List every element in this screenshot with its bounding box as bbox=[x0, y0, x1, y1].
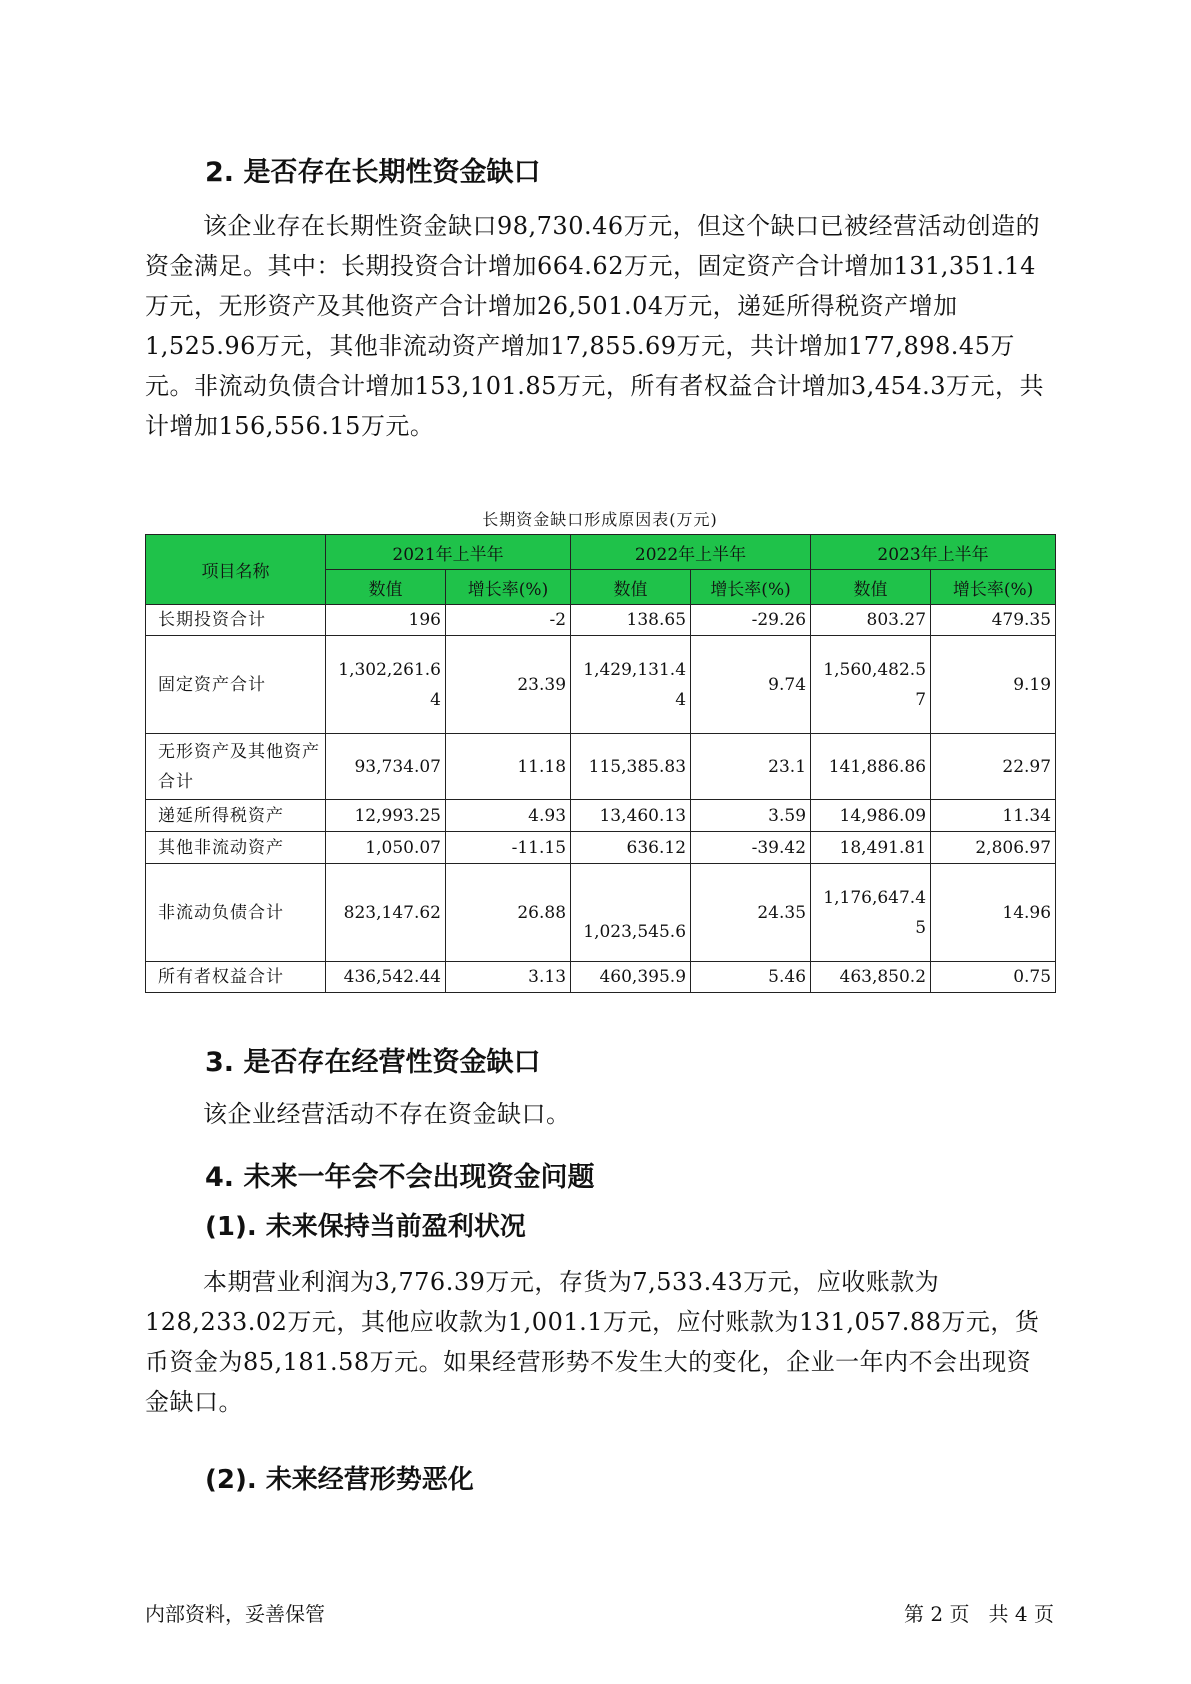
table-row bbox=[146, 800, 1056, 832]
subsection-1-paragraph: 本期营业利润为3,776.39万元，存货为7,533.43万元，应收账款为128,233.02万元，其他应收款为1,001.1万元，应付账款为131,057.88万元，货币资金为85,181.58万元。如果经营形势不发生大的变化，企业一年内不会出现资金缺口。 bbox=[145, 1268, 1040, 1416]
header-growth: 增长率(%) bbox=[691, 570, 811, 605]
table-caption: 长期资金缺口形成原因表(万元) bbox=[482, 510, 718, 529]
cell-value: 115,385.83 bbox=[571, 734, 691, 800]
table-row bbox=[146, 864, 1056, 962]
cell-growth: 5.46 bbox=[691, 962, 811, 993]
row-name: 长期投资合计 bbox=[146, 605, 326, 636]
cell-value: 141,886.86 bbox=[811, 734, 931, 800]
table-row bbox=[146, 605, 1056, 636]
cell-growth: 3.13 bbox=[446, 962, 571, 993]
cell-growth: 23.39 bbox=[446, 636, 571, 734]
cell-growth: 0.75 bbox=[931, 962, 1056, 993]
section-2-heading: 2. 是否存在长期性资金缺口 bbox=[205, 157, 541, 188]
header-value: 数值 bbox=[326, 570, 446, 605]
table-row bbox=[146, 832, 1056, 864]
header-growth: 增长率(%) bbox=[446, 570, 571, 605]
section-3-paragraph: 该企业经营活动不存在资金缺口。 bbox=[203, 1100, 571, 1128]
row-name: 无形资产及其他资产合计 bbox=[146, 734, 326, 800]
subsection-2-heading: (2). 未来经营形势恶化 bbox=[205, 1465, 474, 1495]
cell-growth: 11.18 bbox=[446, 734, 571, 800]
cell-growth: -2 bbox=[446, 605, 571, 636]
row-name: 非流动负债合计 bbox=[146, 864, 326, 962]
cell-growth: 3.59 bbox=[691, 800, 811, 832]
cell-growth: -39.42 bbox=[691, 832, 811, 864]
cell-value: 138.65 bbox=[571, 605, 691, 636]
table-row bbox=[146, 734, 1056, 800]
cell-value: 1,560,482.57 bbox=[811, 636, 931, 734]
row-name: 其他非流动资产 bbox=[146, 832, 326, 864]
table-row bbox=[146, 962, 1056, 993]
header-item-name: 项目名称 bbox=[146, 535, 326, 605]
cell-growth: 14.96 bbox=[931, 864, 1056, 962]
cell-growth: 23.1 bbox=[691, 734, 811, 800]
cell-value: 1,429,131.44 bbox=[571, 636, 691, 734]
cell-growth: 9.19 bbox=[931, 636, 1056, 734]
cell-value: 803.27 bbox=[811, 605, 931, 636]
cell-value: 196 bbox=[326, 605, 446, 636]
cell-value: 463,850.2 bbox=[811, 962, 931, 993]
cell-value: 12,993.25 bbox=[326, 800, 446, 832]
cell-value: 93,734.07 bbox=[326, 734, 446, 800]
cell-growth: 2,806.97 bbox=[931, 832, 1056, 864]
header-year-2021: 2021年上半年 bbox=[326, 535, 571, 570]
cell-growth: 4.93 bbox=[446, 800, 571, 832]
cell-value: 823,147.62 bbox=[326, 864, 446, 962]
cell-value: 1,050.07 bbox=[326, 832, 446, 864]
subsection-1-heading: (1). 未来保持当前盈利状况 bbox=[205, 1212, 526, 1242]
cell-value: 1,302,261.64 bbox=[326, 636, 446, 734]
cell-value: 1,176,647.45 bbox=[811, 864, 931, 962]
header-year-2023: 2023年上半年 bbox=[811, 535, 1056, 570]
cell-value: 436,542.44 bbox=[326, 962, 446, 993]
cell-value: 14,986.09 bbox=[811, 800, 931, 832]
cell-growth: 26.88 bbox=[446, 864, 571, 962]
cell-growth: 9.74 bbox=[691, 636, 811, 734]
header-year-2022: 2022年上半年 bbox=[571, 535, 811, 570]
cell-value: 1,023,545.6 bbox=[571, 864, 691, 962]
section-4-heading: 4. 未来一年会不会出现资金问题 bbox=[205, 1162, 595, 1193]
cell-growth: 22.97 bbox=[931, 734, 1056, 800]
cell-growth: 479.35 bbox=[931, 605, 1056, 636]
cell-value: 636.12 bbox=[571, 832, 691, 864]
long-term-gap-table bbox=[145, 534, 1056, 993]
section-2-paragraph: 该企业存在长期性资金缺口98,730.46万元，但这个缺口已被经营活动创造的资金满足。其中：长期投资合计增加664.62万元，固定资产合计增加131,351.14万元，无形资产及其他资产合计增加26,501.04万元，递延所得税资产增加1,525.96万元，其他非流动资产增加17,855.69万元，共计增加177,898.45万元。非流动负债合计增加153,101.85万元，所有者权益合计增加3,454.3万元，共计增加156,556.15万元。 bbox=[145, 212, 1045, 440]
row-name: 固定资产合计 bbox=[146, 636, 326, 734]
cell-value: 460,395.9 bbox=[571, 962, 691, 993]
row-name: 所有者权益合计 bbox=[146, 962, 326, 993]
cell-value: 13,460.13 bbox=[571, 800, 691, 832]
cell-growth: -11.15 bbox=[446, 832, 571, 864]
header-growth: 增长率(%) bbox=[931, 570, 1056, 605]
cell-growth: -29.26 bbox=[691, 605, 811, 636]
header-value: 数值 bbox=[811, 570, 931, 605]
footer-confidential-note: 内部资料，妥善保管 bbox=[145, 1602, 325, 1626]
cell-value: 18,491.81 bbox=[811, 832, 931, 864]
table-row bbox=[146, 636, 1056, 734]
section-3-heading: 3. 是否存在经营性资金缺口 bbox=[205, 1047, 541, 1078]
footer-page-number: 第 2 页 共 4 页 bbox=[904, 1602, 1054, 1626]
cell-growth: 11.34 bbox=[931, 800, 1056, 832]
cell-growth: 24.35 bbox=[691, 864, 811, 962]
header-value: 数值 bbox=[571, 570, 691, 605]
row-name: 递延所得税资产 bbox=[146, 800, 326, 832]
